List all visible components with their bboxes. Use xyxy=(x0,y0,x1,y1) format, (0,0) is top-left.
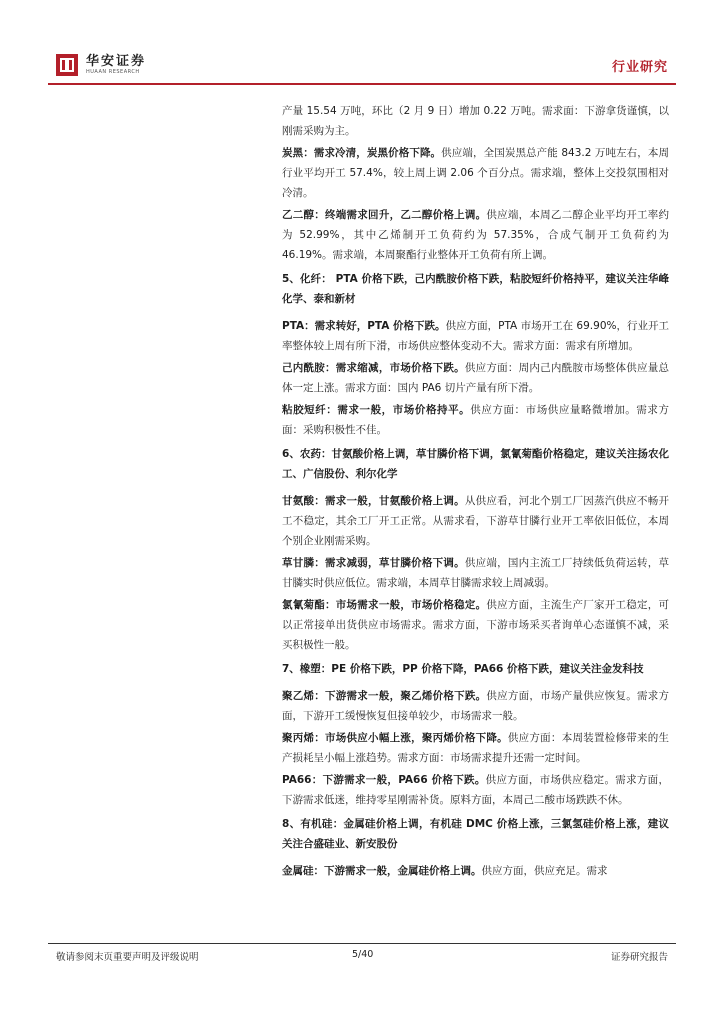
section-heading-pesticide: 6、农药：甘氨酸价格上调，草甘膦价格下调，氯氰菊酯价格稳定，建议关注扬农化工、广信股份、利尔化学 xyxy=(282,448,669,480)
paragraph-glyphosate: 草甘膦：需求减弱，草甘膦价格下调。供应端，国内主流工厂持续低负荷运转，草甘膦实时供应低位。需求端，本周草甘膦需求较上周减弱。 xyxy=(282,557,670,589)
paragraph-pa66: PA66：下游需求一般，PA66 价格下跌。供应方面，市场供应稳定。需求方面，下游需求低迷，维持零星刚需补货。原料方面，本周己二酸市场跌跌不休。 xyxy=(282,774,669,806)
section-heading-silicone: 8、有机硅：金属硅价格上调，有机硅 DMC 价格上涨，三氯氢硅价格上涨，建议关注合盛硅业、新安股份 xyxy=(282,818,669,850)
section-title: 行业研究 xyxy=(611,60,668,75)
section-heading-plastics: 7、橡塑：PE 价格下跌，PP 价格下降，PA66 价格下跌，建议关注金发科技 xyxy=(282,663,644,675)
logo-name: 华安证券 xyxy=(86,53,147,69)
paragraph-output: 产量 15.54 万吨，环比（2 月 9 日）增加 0.22 万吨。需求面：下游拿货谨慎，以刚需采购为主。 xyxy=(282,105,669,137)
page-header xyxy=(0,0,724,95)
paragraph-cypermethrin: 氯氰菊酯：市场需求一般，市场价格稳定。供应方面，主流生产厂家开工稳定，可以正常接单出货供应市场需求。需求方面，下游市场采买者询单心态谨慎不减，采买积极性一般。 xyxy=(282,599,670,651)
paragraph-metal-silicon: 金属硅：下游需求一般，金属硅价格上调。供应方面，供应充足。需求 xyxy=(282,865,608,877)
paragraph-ethylene-glycol: 乙二醇：终端需求回升，乙二醇价格上调。供应端，本周乙二醇企业平均开工率约为 52.99%，其中乙烯制开工负荷约为 57.35%，合成气制开工负荷约为 46.19%。需求端，本周聚酯行业整体开工负荷有所上调。 xyxy=(282,209,670,261)
footer-divider xyxy=(48,943,676,944)
paragraph-glycine: 甘氨酸：需求一般，甘氨酸价格上调。从供应看，河北个别工厂因蒸汽供应不畅开工不稳定，其余工厂开工正常。从需求看，下游草甘膦行业开工率依旧低位，本周个别企业刚需采购。 xyxy=(282,495,670,547)
header-divider xyxy=(48,83,676,85)
footer-disclaimer: 敬请参阅末页重要声明及评级说明 xyxy=(56,952,199,963)
paragraph-pta: PTA：需求转好，PTA 价格下跌。供应方面，PTA 市场开工在 69.90%，行业开工率整体较上周有所下滑，市场供应整体变动不大。需求方面：需求有所增加。 xyxy=(282,320,669,352)
paragraph-polyethylene: 聚乙烯：下游需求一般，聚乙烯价格下跌。供应方面，市场产量供应恢复。需求方面，下游开工缓慢恢复但接单较少，市场需求一般。 xyxy=(282,690,670,722)
paragraph-carbon-black: 炭黑：需求冷清，炭黑价格下降。供应端，全国炭黑总产能 843.2 万吨左右，本周行业平均开工 57.4%，较上周上调 2.06 个百分点。需求端，整体上交投氛围相对冷清。 xyxy=(282,147,670,199)
page-number: 5/40 xyxy=(352,949,374,960)
section-heading-fiber: 5、化纤： PTA 价格下跌，己内酰胺价格下跌，粘胶短纤价格持平，建议关注华峰化学、泰和新材 xyxy=(282,273,669,305)
paragraph-viscose: 粘胶短纤：需求一般，市场价格持平。供应方面：市场供应量略微增加。需求方面：采购积极性不佳。 xyxy=(282,404,669,436)
report-body xyxy=(282,101,669,883)
logo-subtext: HUAAN RESEARCH xyxy=(86,68,140,75)
company-logo xyxy=(56,54,146,76)
paragraph-polypropylene: 聚丙烯：市场供应小幅上涨，聚丙烯价格下降。供应方面：本周装置检修带来的生产损耗呈小幅上涨趋势。需求方面：市场需求提升还需一定时间。 xyxy=(282,732,670,764)
footer-report-type: 证券研究报告 xyxy=(610,952,668,963)
paragraph-caprolactam: 己内酰胺：需求缩减，市场价格下跌。供应方面：周内己内酰胺市场整体供应量总体一定上涨。需求方面：国内 PA6 切片产量有所下滑。 xyxy=(282,362,670,394)
logo-seal-icon xyxy=(56,54,78,76)
